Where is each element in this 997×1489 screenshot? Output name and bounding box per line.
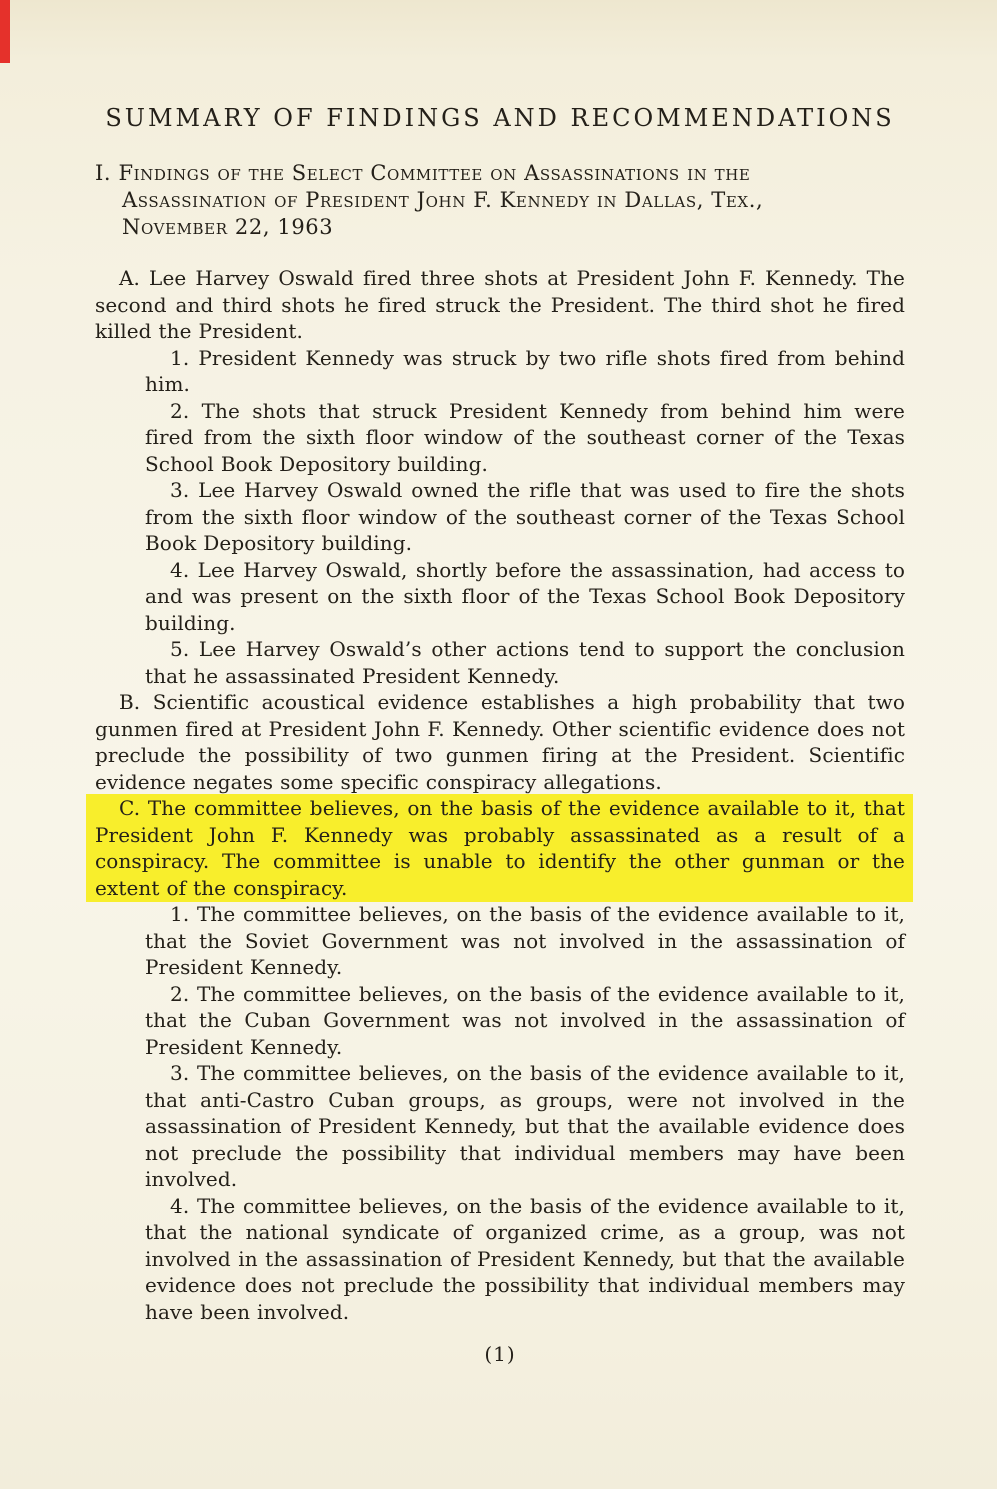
section-heading-line-3: November 22, 1963 xyxy=(122,215,334,239)
red-edge-mark xyxy=(0,0,10,63)
paragraph: 4. The committee believes, on the basis of the evidence available to it, that the national syndicate of organized crime, as a group, was not involved in the assassination of President Kennedy, but that the available evidence does not preclude the possibility that individual members may have been involved. xyxy=(145,1193,905,1324)
paragraph: 3. Lee Harvey Oswald owned the rifle that was used to fire the shots from the sixth floor window of the southeast corner of the Texas School Book Depository building. xyxy=(145,478,905,555)
section-heading-line-1 xyxy=(95,160,905,187)
paragraph: 1. The committee believes, on the basis of the evidence available to it, that the Soviet Government was not involved in the assassination of President Kennedy. xyxy=(145,902,905,979)
paragraph: 2. The shots that struck President Kennedy from behind him were fired from the sixth floor window of the southeast corner of the Texas School Book Depository building. xyxy=(145,398,905,476)
paragraph: 2. The committee believes, on the basis of the evidence available to it, that the Cuban Government was not involved in the assassination of President Kennedy. xyxy=(145,981,905,1059)
section-numeral: I. xyxy=(95,161,112,185)
paragraph: 3. The committee believes, on the basis of the evidence available to it, that anti-Castro Cuban groups, as groups, were not involved in the assassination of President Kennedy, but that the available evidence does not preclude the possibility that individual members may have been involved. xyxy=(145,1061,905,1191)
paragraph: 5. Lee Harvey Oswald’s other actions tend to support the conclusion that he assassinated President Kennedy. xyxy=(145,637,905,688)
findings-list xyxy=(95,265,905,1325)
paragraph: 1. President Kennedy was struck by two rifle shots fired from behind him. xyxy=(145,345,905,396)
page-number: (1) xyxy=(484,1342,516,1366)
paragraph: 4. Lee Harvey Oswald, shortly before the assassination, had access to and was present on the sixth floor of the Texas School Book Depository building. xyxy=(145,557,905,635)
page-title: SUMMARY OF FINDINGS AND RECOMMENDATIONS xyxy=(105,104,895,132)
highlighted-paragraph: C. The committee believes, on the basis of the evidence available to it, that President John F. Kennedy was probably assassinated as a result of a conspiracy. The committee is unable to identify the other gunman or the extent of the conspiracy. xyxy=(87,795,912,901)
page-content xyxy=(95,104,905,1366)
section-heading-line-2: Assassination of President John F. Kennedy in Dallas, Tex., xyxy=(122,188,764,212)
paragraph: B. Scientific acoustical evidence establishes a high probability that two gunmen fired at President John F. Kennedy. Other scientific evidence does not preclude the possibility of two gunmen firing at the President. Scientific evidence negates some specific conspiracy allegations. xyxy=(95,690,905,794)
section-heading xyxy=(95,160,905,241)
section-heading-text: Findings of the Select Committee on Assassinations in the xyxy=(118,161,751,185)
paragraph: A. Lee Harvey Oswald fired three shots at President John F. Kennedy. The second and third shots he fired struck the President. The third shot he fired killed the President. xyxy=(95,266,905,343)
